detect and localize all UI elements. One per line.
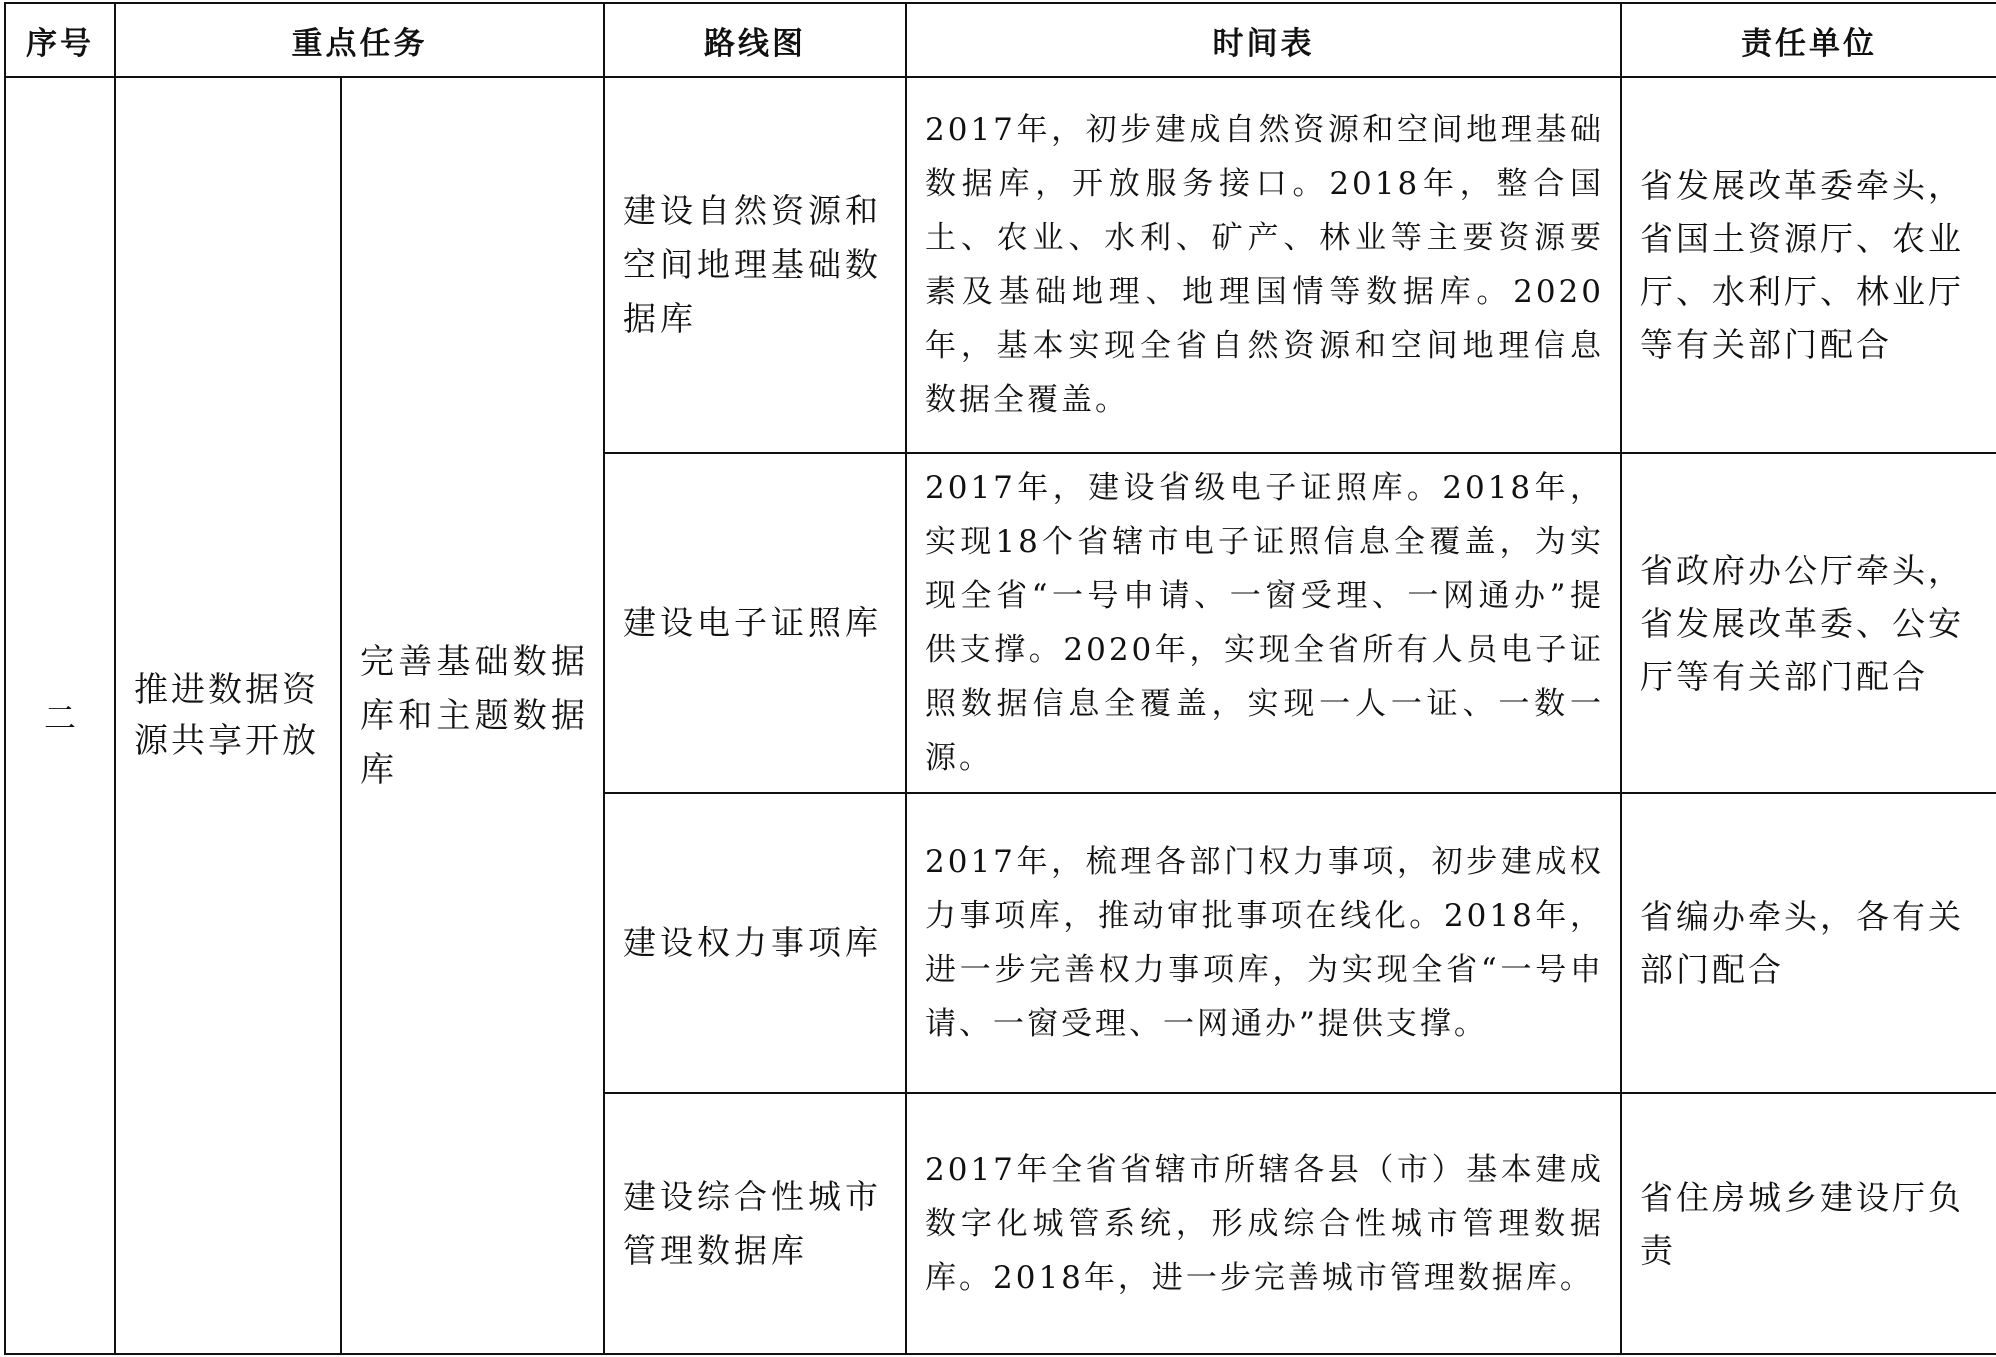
header-task: 重点任务 [115, 3, 604, 77]
task-level1-cell: 推进数据资源共享开放 [115, 77, 341, 1354]
responsible-cell: 省住房城乡建设厅负责 [1621, 1093, 1996, 1354]
timeline-cell: 2017年，梳理各部门权力事项，初步建成权力事项库，推动审批事项在线化。2018年，进一步完善权力事项库，为实现全省“一号申请、一窗受理、一网通办”提供支撑。 [906, 793, 1621, 1093]
header-seq: 序号 [5, 3, 115, 77]
responsible-cell: 省编办牵头，各有关部门配合 [1621, 793, 1996, 1093]
timeline-cell: 2017年，初步建成自然资源和空间地理基础数据库，开放服务接口。2018年，整合国土、农业、水利、矿产、林业等主要资源要素及基础地理、地理国情等数据库。2020年，基本实现全省自然资源和空间地理信息数据全覆盖。 [906, 77, 1621, 453]
task-table [4, 2, 1996, 1355]
timeline-cell: 2017年全省省辖市所辖各县（市）基本建成数字化城管系统，形成综合性城市管理数据库。2018年，进一步完善城市管理数据库。 [906, 1093, 1621, 1354]
responsible-cell: 省政府办公厅牵头，省发展改革委、公安厅等有关部门配合 [1621, 453, 1996, 793]
seq-cell: 二 [5, 77, 115, 1354]
responsible-cell: 省发展改革委牵头，省国土资源厅、农业厅、水利厅、林业厅等有关部门配合 [1621, 77, 1996, 453]
table-row [5, 77, 1996, 453]
task-level2-cell: 完善基础数据库和主题数据库 [341, 77, 604, 1354]
route-cell: 建设自然资源和空间地理基础数据库 [604, 77, 906, 453]
timeline-cell: 2017年，建设省级电子证照库。2018年，实现18个省辖市电子证照信息全覆盖，为实现全省“一号申请、一窗受理、一网通办”提供支撑。2020年，实现全省所有人员电子证照数据信息全覆盖，实现一人一证、一数一源。 [906, 453, 1621, 793]
route-cell: 建设权力事项库 [604, 793, 906, 1093]
header-responsible: 责任单位 [1621, 3, 1996, 77]
route-cell: 建设电子证照库 [604, 453, 906, 793]
header-route: 路线图 [604, 3, 906, 77]
header-timeline: 时间表 [906, 3, 1621, 77]
header-row [5, 3, 1996, 77]
route-cell: 建设综合性城市管理数据库 [604, 1093, 906, 1354]
